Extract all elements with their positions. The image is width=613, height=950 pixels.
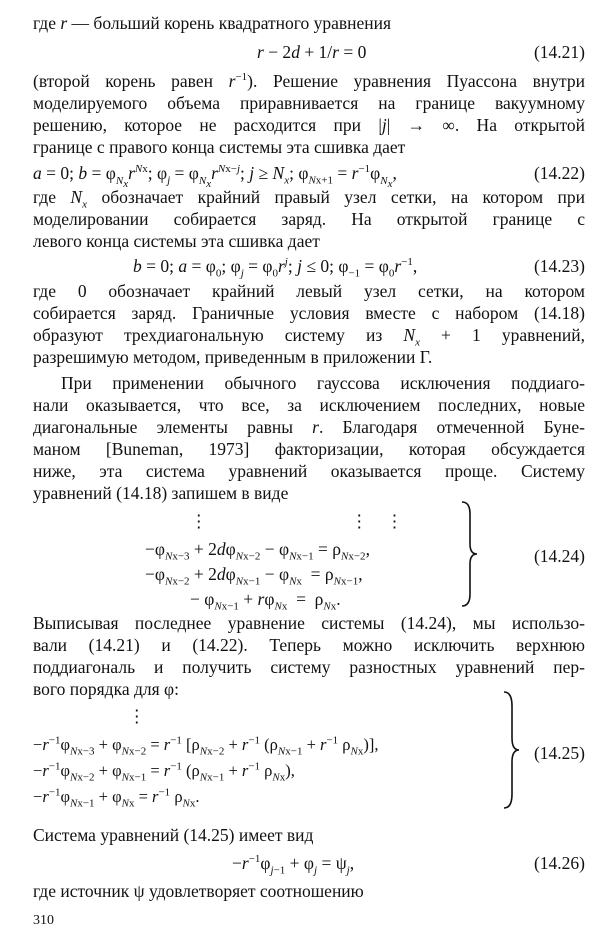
text-line-23: вали (14.21) и (14.22). Теперь можно исключить верхнюю (33, 635, 585, 655)
equation-number-14-22: (14.22) (533, 163, 585, 183)
equation-14-22: a = 0; $b = \varphi_{N_x}r^{Nx}$; $\varphi_j = \varphi_{N_x}r^{Nx-j}$; $j \ge N_x$; $\varphi_{Nx+1} = r^{-1}\varphi_{N_x}$, (33, 163, 397, 190)
equation-number-14-25: (14.25) (533, 743, 585, 763)
text-line-13: собирается заряд. Граничные условия вместе с набором (14.18) (33, 303, 585, 323)
text-line-4: моделируемого объема приравнивается на границе вакуумному (33, 93, 585, 113)
text-line-10: левого конца системы эта сшивка дает (33, 231, 320, 251)
equation-number-14-26: (14.26) (533, 853, 585, 873)
text-line-3: (второй корень равен $r^{-1}$). Решение уравнения Пуассона внутри (33, 71, 585, 91)
equation-14-21: r − 2d + 1/r = 0 (257, 42, 367, 62)
text-line-16: При применении обычного гауссова исключения поддиаго- (61, 373, 585, 393)
system-14-25-row-3: $-r^{-1}\varphi_{Nx-1} + \varphi_{Nx} = r^{-1}$ $\rho_{Nx}$. (33, 786, 200, 810)
system-14-24-row-3: − $\varphi_{Nx-1} + r\varphi_{Nx} = \rho_{Nx}$. (190, 589, 341, 613)
right-brace-icon (458, 500, 480, 608)
text-line-20: ниже, эта система уравнений оказывается проще. Систему (33, 461, 585, 481)
text-line-15: разрешимую методом, приведенным в приложении Г. (33, 347, 433, 367)
system-14-24-row-1: $-\varphi_{Nx-3} + 2d\varphi_{Nx-2} - \varphi_{Nx-1} = \rho_{Nx-2}$, (145, 539, 370, 563)
text-line-18: диагональные элементы равны r. Благодаря отмеченной Буне- (33, 417, 585, 437)
text-line-14: образуют трехдиагональную систему из $N_x + 1$ уравнений, (33, 325, 585, 349)
text-line-25: вого порядка для φ: (33, 679, 179, 699)
text-line-6: границе с правого конца системы эта сшивка дает (33, 137, 406, 157)
text-line-17: нали оказывается, что все, за исключением последних, новые (33, 395, 585, 415)
page-number: 310 (33, 913, 54, 928)
text-line-26: Система уравнений (14.25) имеет вид (33, 825, 314, 845)
text-line-27: где источник ψ удовлетворяет соотношению (33, 881, 364, 901)
system-14-25-row-2: $-r^{-1}\varphi_{Nx-2} + \varphi_{Nx-1} = r^{-1}$ ($\rho_{Nx-1} + r^{-1}$ $\rho_{Nx}$), (33, 760, 295, 784)
system-14-25-row-1: $-r^{-1}\varphi_{Nx-3} + \varphi_{Nx-2} = r^{-1}$ [$\rho_{Nx-2} + r^{-1}$ ($\rho_{Nx-1} + r^{-1}$ $\rho_{Nx}$)], (33, 734, 379, 758)
system-14-24-vdots: ⋮ ⋮ ⋮ (190, 511, 407, 531)
equation-14-26: $-r^{-1}\varphi_{j-1} + \varphi_j = \psi_j$, (232, 853, 355, 877)
text-line-5: решению, которое не расходится при |j| → ∞. На открытой (33, 115, 585, 135)
text-line-9: моделировании собирается заряд. На открытой границе с (33, 209, 585, 229)
text-line-1: где r — больший корень квадратного уравнения (33, 13, 392, 33)
text-line-24: поддиагональ и получить систему разностных уравнений пер- (33, 657, 585, 677)
text-line-21: уравнений (14.18) запишем в виде (33, 483, 289, 503)
text-line-8: где $N_x$ обозначает крайний правый узел сетки, на котором при (33, 187, 585, 211)
system-14-24-row-2: $-\varphi_{Nx-2} + 2d\varphi_{Nx-1} - \varphi_{Nx} = \rho_{Nx-1}$, (145, 564, 363, 588)
text-line-12: где 0 обозначает крайний левый узел сетки, на котором (33, 281, 585, 301)
text-line-19: маном [Buneman, 1973] факторизации, которая обсуждается (33, 439, 585, 459)
equation-number-14-24: (14.24) (533, 546, 585, 566)
equation-14-23: b = 0; $a = \varphi_0$; $\varphi_j = \varphi_0r^j$; j ≤ 0; $\varphi_{-1} = \varphi_0r^{-1}$, (133, 256, 418, 280)
equation-number-14-21: (14.21) (533, 42, 585, 62)
right-brace-icon (500, 690, 522, 810)
system-14-25-vdots: ⋮ (128, 706, 146, 726)
equation-number-14-23: (14.23) (533, 256, 585, 276)
text-line-22: Выписывая последнее уравнение системы (14.24), мы использо- (33, 613, 585, 633)
